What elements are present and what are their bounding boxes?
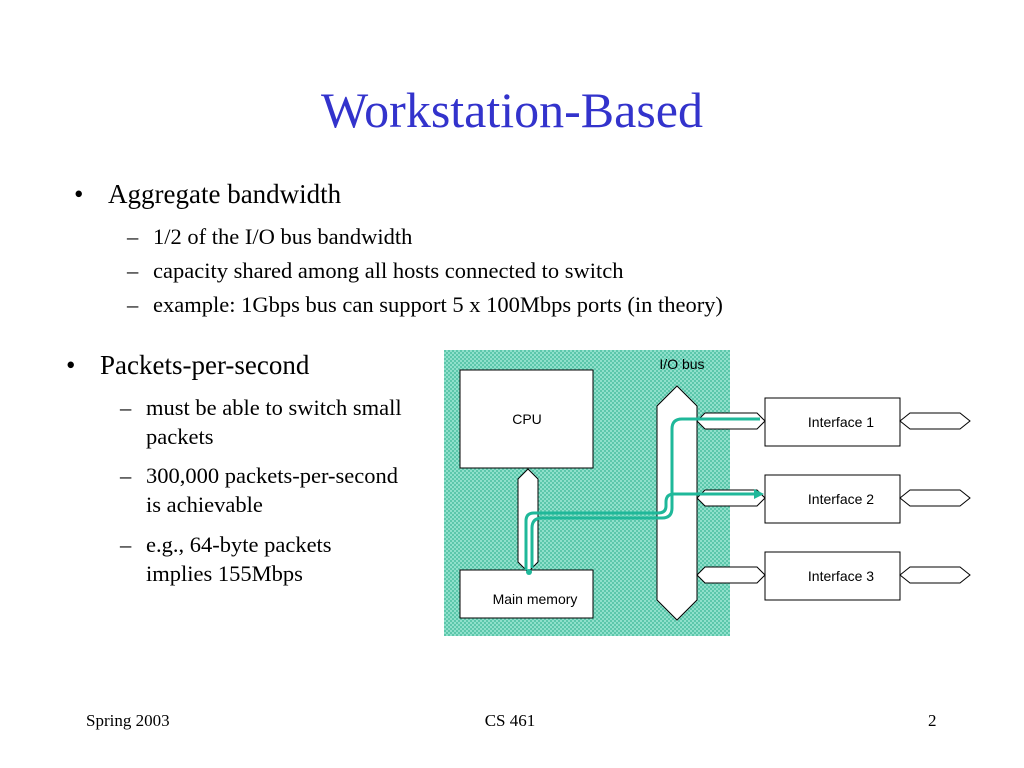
interface-1-label: Interface 1 <box>807 414 875 430</box>
interface-2-label: Interface 2 <box>807 491 875 507</box>
sub-text: e.g., 64-byte packets implies 155Mbps <box>146 532 332 586</box>
bullet-mark: • <box>74 179 84 209</box>
sub-mark: – <box>120 395 132 420</box>
cpu-label: CPU <box>512 411 542 427</box>
bullet-mark: • <box>66 350 76 380</box>
sub-text: 300,000 packets-per-second is achievable <box>146 463 398 517</box>
bus-interface-1-connector <box>697 413 765 429</box>
io-bus-label: I/O bus <box>659 356 705 372</box>
footer-page-number: 2 <box>928 711 937 730</box>
bullet-text: Aggregate bandwidth <box>108 179 342 209</box>
main-memory-label: Main memory <box>492 591 578 607</box>
interface-3-label: Interface 3 <box>807 568 875 584</box>
sub-text: must be able to switch small packets <box>146 395 402 449</box>
sub-mark: – <box>127 224 139 249</box>
bus-interface-3-connector <box>697 567 765 583</box>
footer-left: Spring 2003 <box>86 711 170 730</box>
sub-mark: – <box>120 463 132 488</box>
sub-mark: – <box>120 532 132 557</box>
workstation-diagram <box>442 348 972 638</box>
sub-mark: – <box>127 292 139 317</box>
memory-endpoint-dot <box>526 569 532 575</box>
external-port-1 <box>900 413 970 429</box>
sub-text: 1/2 of the I/O bus bandwidth <box>153 224 413 249</box>
external-port-2 <box>900 490 970 506</box>
slide-title: Workstation-Based <box>320 82 703 138</box>
footer-center: CS 461 <box>484 711 536 730</box>
sub-text: example: 1Gbps bus can support 5 x 100Mbps ports (in theory) <box>153 292 723 317</box>
bullet-text: Packets-per-second <box>100 350 310 380</box>
sub-text: capacity shared among all hosts connected to switch <box>153 258 624 283</box>
external-port-3 <box>900 567 970 583</box>
sub-mark: – <box>127 258 139 283</box>
